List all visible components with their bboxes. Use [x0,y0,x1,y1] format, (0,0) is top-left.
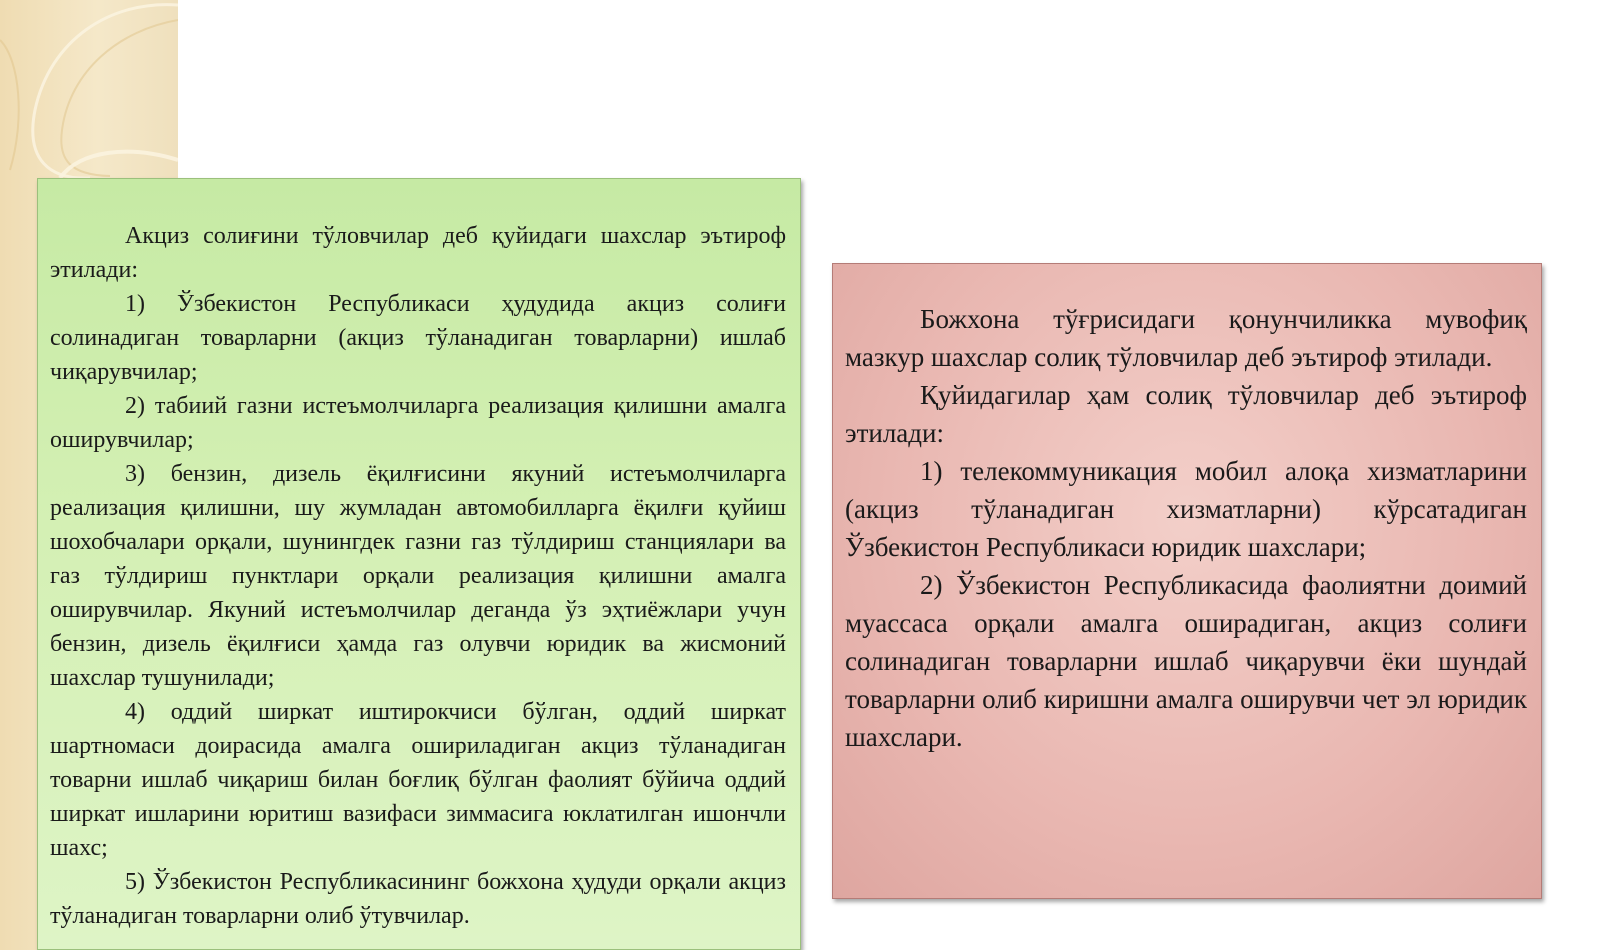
right-paragraph-item-2: 2) Ўзбекистон Республикасида фаолиятни доимий муассаса орқали амалга оширадиган, акциз солиғи солинадиган товарларни ишлаб чиқарувчи ёки шундай товарларни олиб киришни амалга оширувчи чет эл юридик шахслари. [845,570,1527,752]
left-paragraph-item-4: 4) оддий ширкат иштирокчиси бўлган, оддий ширкат шартномаси доирасида амалга ошириладиган акциз тўланадиган товарни ишлаб чиқариш билан боғлиқ бўлган фаолият бўйича оддий ширкат ишларини юритиш вазифаси зиммасига юклатилган ишончли шахс; [50,699,786,861]
left-paragraph-intro: Акциз солиғини тўловчилар деб қуйидаги шахслар эътироф этилади: [50,223,786,283]
left-paragraph-item-5: 5) Ўзбекистон Республикасининг божхона ҳудуди орқали акциз тўланадиган товарларни олиб ўтувчилар. [50,869,786,929]
left-paragraph-item-1: 1) Ўзбекистон Республикаси ҳудудида акциз солиғи солинадиган товарларни (акциз тўланадиган товарларни) ишлаб чиқарувчилар; [50,291,786,385]
right-paragraph-intro: Қуйидагилар ҳам солиқ тўловчилар деб эътироф этилади: [845,380,1527,448]
right-paragraph-item-1: 1) телекоммуникация мобил алоқа хизматларини (акциз тўланадиган хизматларни) кўрсатадиган Ўзбекистон Республикаси юридик шахслари; [845,456,1527,562]
excise-taxpayers-box [37,178,801,950]
right-paragraph-customs: Божхона тўғрисидаги қонунчиликка мувофиқ мазкур шахслар солиқ тўловчилар деб эътироф этилади. [845,304,1527,372]
left-paragraph-item-2: 2) табиий газни истеъмолчиларга реализация қилишни амалга оширувчилар; [50,393,786,453]
additional-taxpayers-box [832,263,1542,899]
left-paragraph-item-3: 3) бензин, дизель ёқилғисини якуний истеъмолчиларга реализация қилишни, шу жумладан автомобилларга ёқилғи қуйиш шохобчалари орқали, шунингдек газни газ тўлдириш станциялари ва газ тўлдириш пунктлари орқали реализация қилишни амалга оширувчилар. Якуний истеъмолчилар деганда ўз эҳтиёжлари учун бензин, дизель ёқилғиси ҳамда газ олувчи юридик ва жисмоний шахслар тушунилади; [50,461,786,691]
